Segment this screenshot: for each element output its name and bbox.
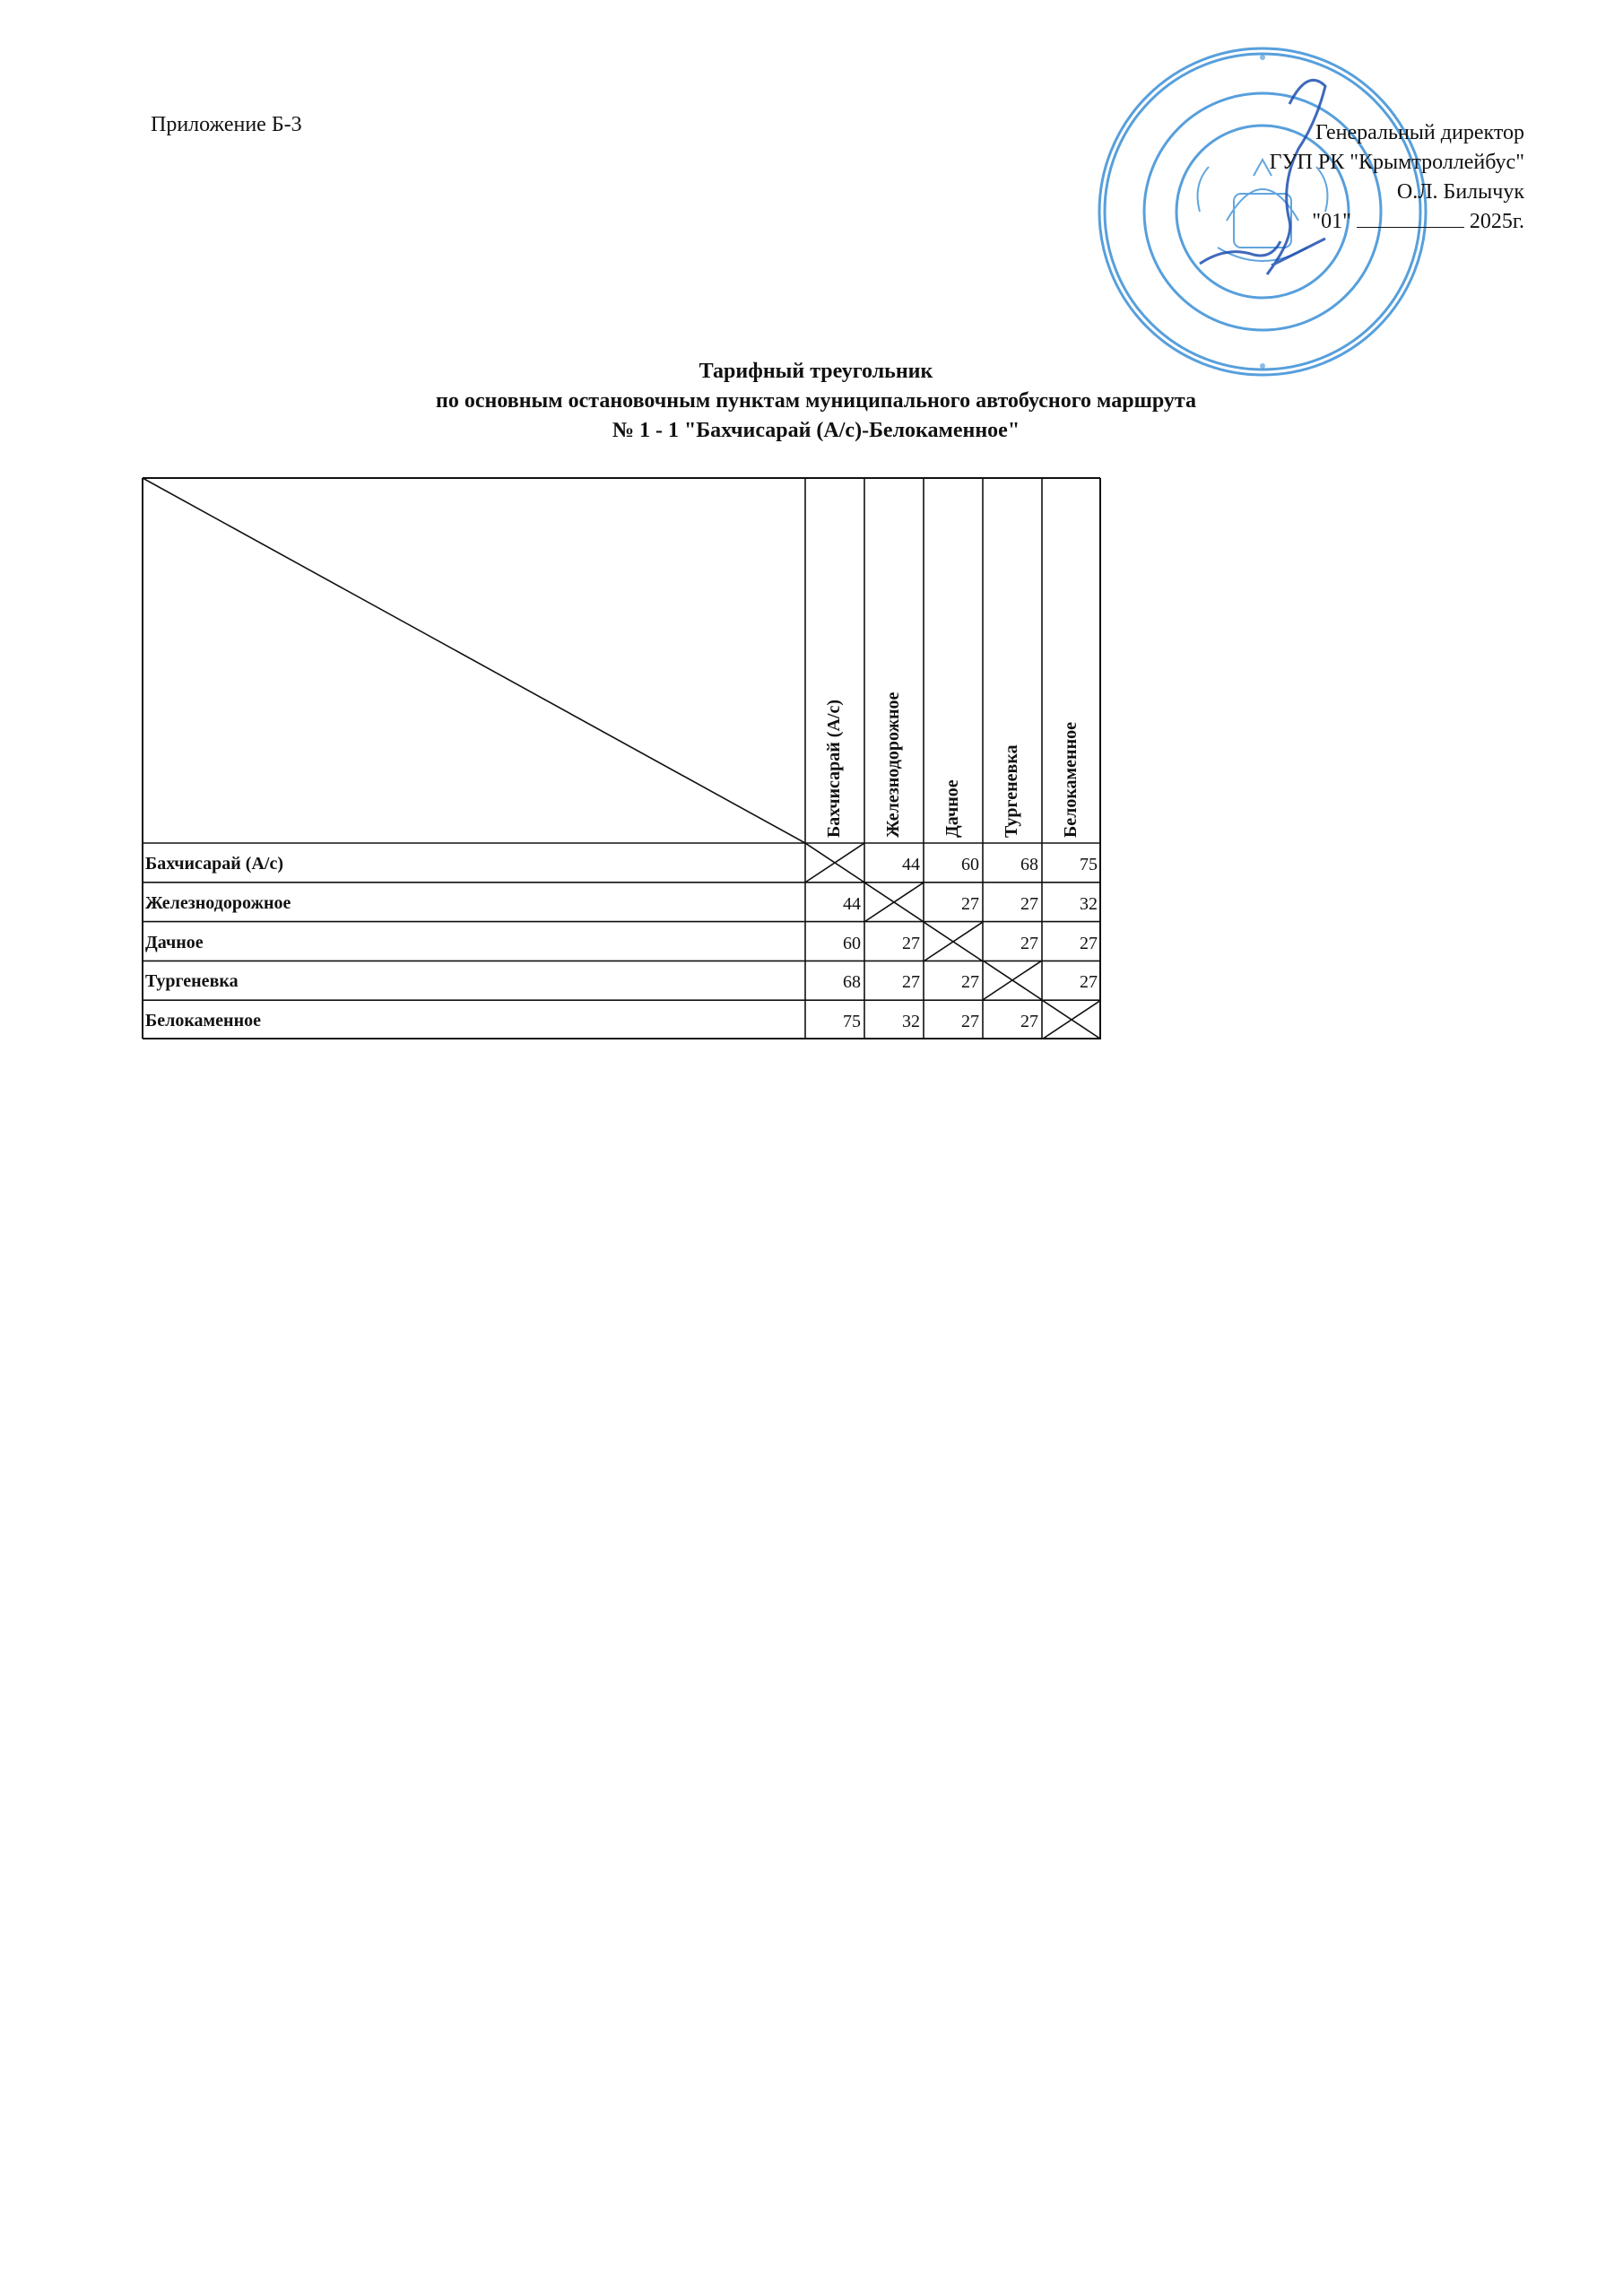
- fare-cell: 44: [902, 855, 920, 874]
- column-header-label: Железнодорожное: [883, 691, 903, 838]
- approval-date-quote-close: ": [1342, 210, 1351, 233]
- header-diagonal-line: [143, 478, 805, 843]
- fare-cell: 27: [1080, 972, 1098, 993]
- column-header-label: Дачное: [942, 779, 962, 838]
- column-header-label: Бахчисарай (А/с): [824, 700, 844, 838]
- column-header: [924, 477, 983, 843]
- fare-cell: 44: [843, 893, 861, 914]
- title-line-2: по основным остановочным пунктам муниципального автобусного маршрута: [436, 389, 1196, 413]
- column-header: [864, 477, 924, 843]
- fare-cell: 27: [902, 933, 920, 953]
- document-title-block: [323, 357, 1309, 446]
- fare-cell: 27: [961, 1012, 979, 1032]
- fare-cell: 27: [1020, 893, 1038, 914]
- approval-date-quote-open: ": [1312, 210, 1322, 233]
- fare-cell: 68: [843, 972, 861, 993]
- row-label: Дачное: [145, 932, 204, 952]
- fare-cell: 68: [1020, 855, 1038, 874]
- fare-cell: 27: [1020, 933, 1038, 953]
- diagonal-cross-cell: [1042, 1000, 1101, 1039]
- approval-date-day: 01: [1321, 210, 1343, 233]
- approval-position: Генеральный директор: [1315, 121, 1524, 144]
- fare-cell: 75: [843, 1012, 861, 1032]
- column-header: [1042, 477, 1101, 843]
- fare-cell: 27: [1080, 933, 1098, 953]
- title-line-3: № 1 - 1 "Бахчисарай (А/с)-Белокаменное": [612, 419, 1020, 442]
- row-label: Бахчисарай (А/с): [145, 854, 283, 874]
- tariff-table: [142, 477, 1101, 1039]
- column-header: [983, 477, 1042, 843]
- appendix-label: Приложение Б-3: [151, 113, 302, 136]
- fare-cell: 27: [1020, 1012, 1038, 1032]
- approval-block: [1148, 118, 1524, 237]
- row-label: Белокаменное: [145, 1011, 261, 1031]
- fare-cell: 27: [902, 972, 920, 993]
- fare-cell: 60: [843, 933, 861, 953]
- fare-cell: 27: [961, 893, 979, 914]
- diagonal-cross-cell: [924, 922, 983, 961]
- fare-cell: 27: [961, 972, 979, 993]
- diagonal-cross-cell: [983, 961, 1042, 1000]
- column-header: [805, 477, 864, 843]
- approval-date: [1148, 207, 1524, 237]
- row-label: Железнодорожное: [145, 892, 291, 913]
- column-header-label: Белокаменное: [1061, 722, 1081, 838]
- fare-cell: 75: [1080, 855, 1098, 874]
- fare-cell: 60: [961, 855, 979, 874]
- approval-organization: ГУП РК "Крымтроллейбус": [1269, 151, 1524, 174]
- diagonal-cross-cell: [805, 843, 864, 883]
- column-header-label: Тургеневка: [1002, 744, 1021, 838]
- fare-cell: 32: [902, 1012, 920, 1032]
- approval-date-year: 2025г.: [1469, 210, 1524, 233]
- fare-cell: 32: [1080, 893, 1098, 914]
- approval-signatory: О.Л. Билычук: [1396, 180, 1524, 204]
- title-line-1: Тарифный треугольник: [699, 360, 933, 383]
- row-label: Тургеневка: [145, 971, 239, 992]
- diagonal-cross-cell: [864, 883, 924, 922]
